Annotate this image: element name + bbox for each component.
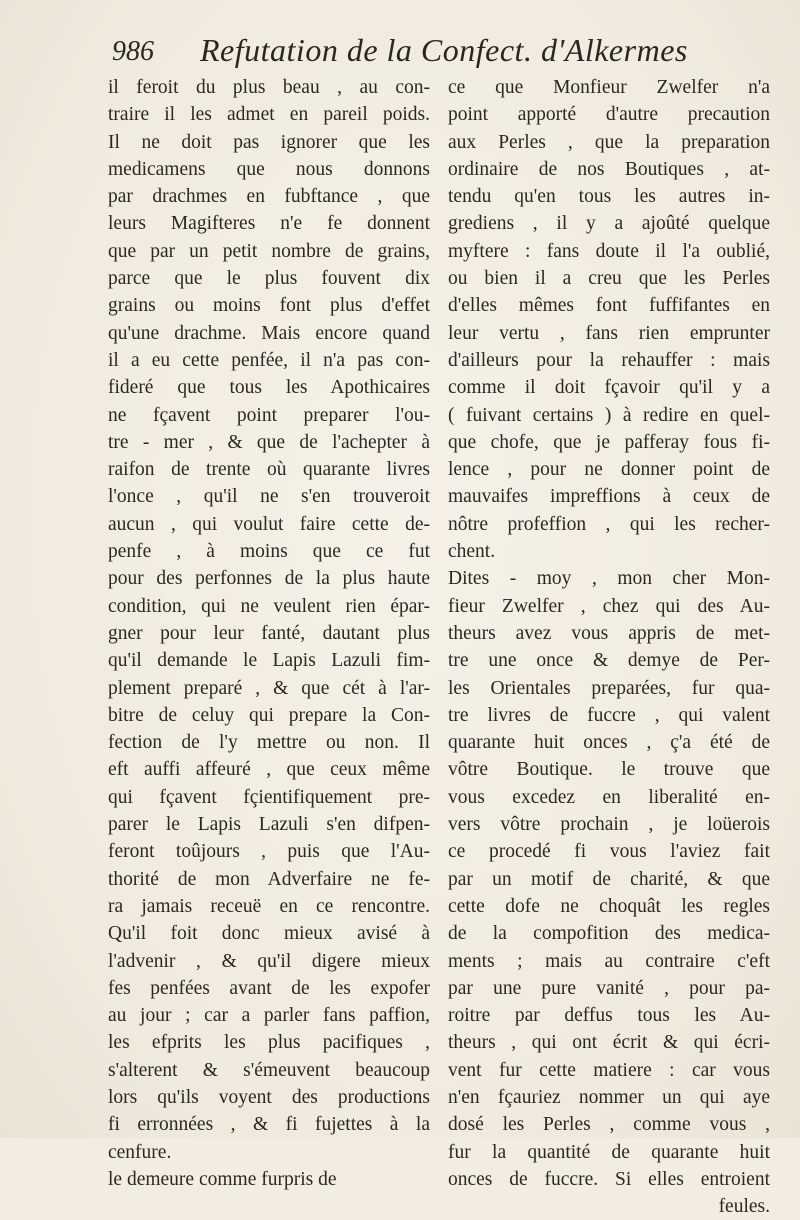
text-line: qu'il demande le Lapis Lazuli fim- (108, 650, 430, 672)
text-line: penfe , à moins que ce fut (108, 541, 430, 563)
text-line: ce procedé fi vous l'aviez fait (448, 841, 770, 863)
text-line: fieur Zwelfer , chez qui des Au- (448, 595, 770, 617)
text-line: par un motif de charité, & que (448, 868, 770, 890)
text-line: ce que Monfieur Zwelfer n'a (448, 77, 770, 98)
text-line: fideré que tous les Apothicaires (108, 377, 430, 399)
text-line: tre une once & demye de Per- (448, 650, 770, 672)
text-line: qui fçavent fçientifiquement pre- (108, 786, 430, 808)
text-line: ne fçavent point preparer l'ou- (108, 404, 430, 426)
text-line: Il ne doit pas ignorer que les (108, 131, 430, 153)
text-line: d'ailleurs pour la rehauffer : mais (448, 349, 770, 371)
text-line: il feroit du plus beau , au con- (108, 77, 430, 98)
text-line: point apporté d'autre precaution (448, 104, 770, 126)
text-line: parer le Lapis Lazuli s'en difpen- (108, 814, 430, 836)
page-number: 986 (112, 36, 154, 67)
text-line: medicamens que nous donnons (108, 158, 430, 180)
text-line: ( fuivant certains ) à redire en quel- (448, 404, 770, 426)
text-line: mauvaifes impreffions à ceux de (448, 486, 770, 508)
text-line: raifon de trente où quarante livres (108, 459, 430, 481)
page-header (112, 26, 712, 76)
text-line: lence , pour ne donner point de (448, 459, 770, 481)
text-line: les efprits les plus pacifiques , (108, 1032, 430, 1054)
text-line: leur vertu , fans rien emprunter (448, 322, 770, 344)
text-line: n'en fçauriez nommer un qui aye (448, 1086, 770, 1108)
text-line: eft auffi affeuré , que ceux même (108, 759, 430, 781)
text-line: aux Perles , que la preparation (448, 131, 770, 153)
text-line: Dites - moy , mon cher Mon- (448, 568, 770, 590)
text-line: tre - mer , & que de l'achepter à (108, 431, 430, 453)
text-line: nôtre profeffion , qui les recher- (448, 513, 770, 535)
text-line: de la compofition des medica- (448, 923, 770, 945)
text-line: gner pour leur fanté, dautant plus (108, 622, 430, 644)
text-line: ments ; mais au contraire c'eft (448, 950, 770, 972)
text-line: bitre de celuy qui prepare la Con- (108, 704, 430, 726)
text-line: au jour ; car a parler fans paffion, (108, 1005, 430, 1027)
text-line: tre livres de fuccre , qui valent (448, 704, 770, 726)
text-line: condition, qui ne veulent rien épar- (108, 595, 430, 617)
catchword: le demeure comme furpris de (108, 1168, 337, 1190)
text-line: d'elles mêmes font fuffifantes en (448, 295, 770, 317)
text-line: vent fur cette matiere : car vous (448, 1059, 770, 1081)
text-line: traire il les admet en pareil poids. (108, 104, 430, 126)
text-line: ordinaire de nos Boutiques , at- (448, 158, 770, 180)
text-line: ou bien il a creu que les Perles (448, 268, 770, 290)
text-line: fes penfées avant de les expofer (108, 977, 430, 999)
text-line: qu'une drachme. Mais encore quand (108, 322, 430, 344)
text-line: grediens , il y a ajoûté quelque (448, 213, 770, 235)
text-line: s'alterent & s'émeuvent beaucoup (108, 1059, 430, 1081)
text-line: par une pure vanité , pour pa- (448, 977, 770, 999)
text-line: fection de l'y mettre ou non. Il (108, 732, 430, 754)
text-line: theurs avez vous appris de met- (448, 622, 770, 644)
text-line: pour des perfonnes de la plus haute (108, 568, 430, 590)
text-line: l'advenir , & qu'il digere mieux (108, 950, 430, 972)
ink-blemish (530, 1086, 544, 1095)
text-line: feront toûjours , puis que l'Au- (108, 841, 430, 863)
text-line: plement preparé , & que cét à l'ar- (108, 677, 430, 699)
text-line: que chofe, que je pafferay fous fi- (448, 431, 770, 453)
text-line: fi erronnées , & fi fujettes à la (108, 1114, 430, 1136)
text-line: par drachmes en fubftance , que (108, 186, 430, 208)
text-line: chent. (448, 541, 496, 563)
text-line: myftere : fans doute il l'a oublié, (448, 240, 770, 262)
text-line: vers vôtre prochain , je loüerois (448, 814, 770, 836)
text-line: cette dofe ne choquât les regles (448, 895, 770, 917)
text-line: Qu'il foit donc mieux avisé à (108, 923, 430, 945)
text-line: vôtre Boutique. le trouve que (448, 759, 770, 781)
text-line: tendu qu'en tous les autres in- (448, 186, 770, 208)
text-line: l'once , qu'il ne s'en trouveroit (108, 486, 430, 508)
text-line: thorité de mon Adverfaire ne fe- (108, 868, 430, 890)
left-text-column (108, 74, 430, 1193)
text-line: dosé les Perles , comme vous , (448, 1114, 770, 1136)
text-line: leurs Magifteres n'e fe donnent (108, 213, 430, 235)
text-line: lors qu'ils voyent des productions (108, 1086, 430, 1108)
text-line: parce que le plus fouvent dix (108, 268, 430, 290)
text-line: les Orientales preparées, fur qua- (448, 677, 770, 699)
text-line: quarante huit onces , ç'a été de (448, 732, 770, 754)
text-line: onces de fuccre. Si elles entroient (448, 1168, 770, 1190)
text-line: roitre par deffus tous les Au- (448, 1005, 770, 1027)
text-line: fur la quantité de quarante huit (448, 1141, 770, 1163)
catchword: feules. (718, 1196, 770, 1218)
text-line: que par un petit nombre de grains, (108, 240, 430, 262)
text-line: ra jamais receuë en ce rencontre. (108, 895, 430, 917)
right-text-column (448, 74, 770, 1220)
text-line: aucun , qui voulut faire cette de- (108, 513, 430, 535)
running-title: Refutation de la Confect. d'Alkermes (200, 32, 688, 68)
text-line: il a eu cette penfée, il n'a pas con- (108, 349, 430, 371)
text-line: cenfure. (108, 1141, 172, 1163)
text-line: grains ou moins font plus d'effet (108, 295, 430, 317)
text-line: vous excedez en liberalité en- (448, 786, 770, 808)
text-line: comme il doit fçavoir qu'il y a (448, 377, 770, 399)
text-line: theurs , qui ont écrit & qui écri- (448, 1032, 770, 1054)
